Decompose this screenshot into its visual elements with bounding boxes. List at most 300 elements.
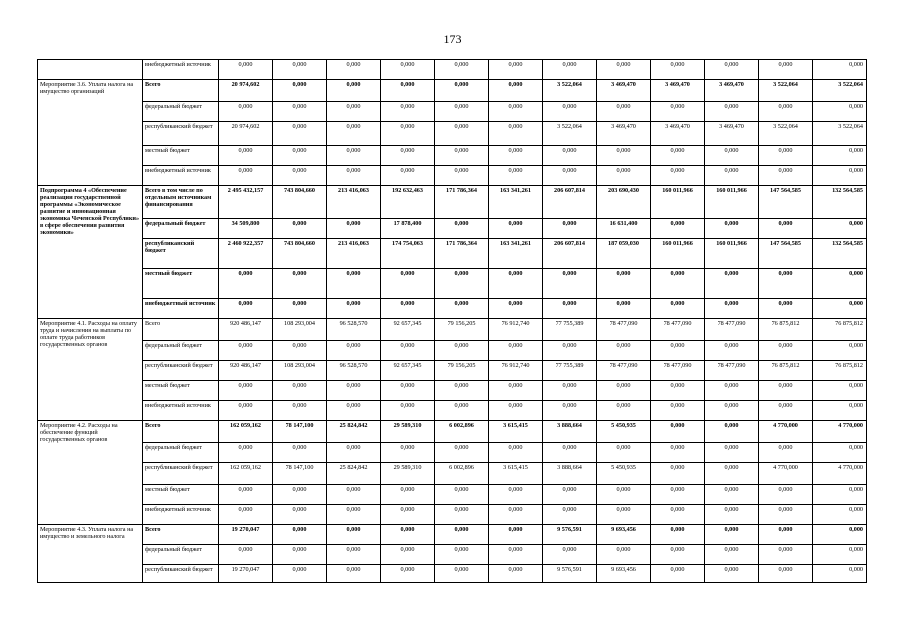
year-amount-cell: 29 589,310 xyxy=(381,421,435,443)
year-amount-cell: 96 528,570 xyxy=(327,361,381,381)
year-amount-cell: 0,000 xyxy=(705,505,759,525)
year-amount-cell: 0,000 xyxy=(705,401,759,421)
year-amount-cell: 0,000 xyxy=(327,269,381,299)
year-amount-cell: 0,000 xyxy=(651,219,705,239)
year-amount-cell: 0,000 xyxy=(759,443,813,463)
table-row xyxy=(38,401,867,421)
year-amount-cell: 0,000 xyxy=(435,122,489,146)
year-amount-cell: 0,000 xyxy=(705,166,759,186)
year-amount-cell: 0,000 xyxy=(381,102,435,122)
table-row xyxy=(38,239,867,269)
year-amount-cell: 0,000 xyxy=(327,60,381,80)
total-amount-cell: 0,000 xyxy=(219,299,273,319)
year-amount-cell: 0,000 xyxy=(597,269,651,299)
year-amount-cell: 743 804,660 xyxy=(273,186,327,219)
total-amount-cell: 0,000 xyxy=(219,269,273,299)
year-amount-cell: 0,000 xyxy=(813,401,867,421)
year-amount-cell: 0,000 xyxy=(651,381,705,401)
year-amount-cell: 0,000 xyxy=(543,505,597,525)
year-amount-cell: 171 786,364 xyxy=(435,239,489,269)
table-row xyxy=(38,60,867,80)
year-amount-cell: 0,000 xyxy=(759,565,813,583)
year-amount-cell: 0,000 xyxy=(327,545,381,565)
year-amount-cell: 0,000 xyxy=(651,545,705,565)
year-amount-cell: 92 657,345 xyxy=(381,361,435,381)
year-amount-cell: 0,000 xyxy=(327,381,381,401)
funding-source-cell: внебюджетный источник xyxy=(143,60,219,80)
year-amount-cell: 3 522,064 xyxy=(543,122,597,146)
year-amount-cell: 0,000 xyxy=(435,401,489,421)
year-amount-cell: 0,000 xyxy=(597,485,651,505)
year-amount-cell: 0,000 xyxy=(597,146,651,166)
year-amount-cell: 0,000 xyxy=(489,505,543,525)
year-amount-cell: 0,000 xyxy=(705,219,759,239)
year-amount-cell: 0,000 xyxy=(381,299,435,319)
year-amount-cell: 0,000 xyxy=(705,269,759,299)
funding-source-cell: местный бюджет xyxy=(143,146,219,166)
year-amount-cell: 163 341,261 xyxy=(489,239,543,269)
year-amount-cell: 0,000 xyxy=(489,525,543,545)
year-amount-cell: 0,000 xyxy=(543,485,597,505)
year-amount-cell: 3 615,415 xyxy=(489,421,543,443)
year-amount-cell: 0,000 xyxy=(489,545,543,565)
year-amount-cell: 78 477,090 xyxy=(651,319,705,341)
year-amount-cell: 0,000 xyxy=(273,60,327,80)
year-amount-cell: 0,000 xyxy=(759,401,813,421)
year-amount-cell: 0,000 xyxy=(813,299,867,319)
year-amount-cell: 3 522,064 xyxy=(759,80,813,102)
year-amount-cell: 0,000 xyxy=(435,269,489,299)
year-amount-cell: 0,000 xyxy=(813,341,867,361)
year-amount-cell: 171 786,364 xyxy=(435,186,489,219)
year-amount-cell: 0,000 xyxy=(489,299,543,319)
year-amount-cell: 0,000 xyxy=(435,146,489,166)
year-amount-cell: 3 522,064 xyxy=(813,122,867,146)
year-amount-cell: 0,000 xyxy=(381,381,435,401)
year-amount-cell: 78 477,090 xyxy=(705,319,759,341)
year-amount-cell: 0,000 xyxy=(597,401,651,421)
year-amount-cell: 0,000 xyxy=(489,565,543,583)
year-amount-cell: 0,000 xyxy=(327,166,381,186)
year-amount-cell: 132 564,585 xyxy=(813,186,867,219)
year-amount-cell: 76 875,812 xyxy=(813,361,867,381)
year-amount-cell: 0,000 xyxy=(381,122,435,146)
year-amount-cell: 192 632,463 xyxy=(381,186,435,219)
year-amount-cell: 147 564,585 xyxy=(759,239,813,269)
year-amount-cell: 4 770,000 xyxy=(813,463,867,485)
year-amount-cell: 0,000 xyxy=(759,545,813,565)
year-amount-cell: 0,000 xyxy=(489,381,543,401)
year-amount-cell: 0,000 xyxy=(435,341,489,361)
year-amount-cell: 0,000 xyxy=(597,102,651,122)
year-amount-cell: 0,000 xyxy=(705,60,759,80)
total-amount-cell: 2 495 432,157 xyxy=(219,186,273,219)
total-amount-cell: 34 509,800 xyxy=(219,219,273,239)
funding-source-cell: внебюджетный источник xyxy=(143,166,219,186)
year-amount-cell: 0,000 xyxy=(813,269,867,299)
funding-source-cell: Всего xyxy=(143,421,219,443)
funding-source-cell: федеральный бюджет xyxy=(143,341,219,361)
year-amount-cell: 78 477,090 xyxy=(597,361,651,381)
year-amount-cell: 0,000 xyxy=(597,443,651,463)
year-amount-cell: 0,000 xyxy=(489,341,543,361)
total-amount-cell: 0,000 xyxy=(219,102,273,122)
year-amount-cell: 0,000 xyxy=(327,122,381,146)
year-amount-cell: 0,000 xyxy=(705,341,759,361)
year-amount-cell: 206 607,814 xyxy=(543,186,597,219)
year-amount-cell: 0,000 xyxy=(543,299,597,319)
year-amount-cell: 3 522,064 xyxy=(813,80,867,102)
year-amount-cell: 0,000 xyxy=(327,80,381,102)
year-amount-cell: 0,000 xyxy=(381,80,435,102)
year-amount-cell: 0,000 xyxy=(273,146,327,166)
year-amount-cell: 0,000 xyxy=(651,102,705,122)
year-amount-cell: 0,000 xyxy=(489,401,543,421)
table-row xyxy=(38,122,867,146)
budget-table xyxy=(37,59,867,583)
year-amount-cell: 0,000 xyxy=(435,299,489,319)
year-amount-cell: 0,000 xyxy=(651,299,705,319)
year-amount-cell: 213 416,063 xyxy=(327,239,381,269)
total-amount-cell: 162 059,162 xyxy=(219,463,273,485)
total-amount-cell: 2 460 922,357 xyxy=(219,239,273,269)
year-amount-cell: 78 477,090 xyxy=(705,361,759,381)
year-amount-cell: 0,000 xyxy=(381,269,435,299)
year-amount-cell: 76 912,740 xyxy=(489,361,543,381)
total-amount-cell: 162 059,162 xyxy=(219,421,273,443)
funding-source-cell: местный бюджет xyxy=(143,485,219,505)
funding-source-cell: Всего xyxy=(143,80,219,102)
funding-source-cell: федеральный бюджет xyxy=(143,219,219,239)
table-row xyxy=(38,80,867,102)
year-amount-cell: 0,000 xyxy=(651,565,705,583)
year-amount-cell: 0,000 xyxy=(273,219,327,239)
year-amount-cell: 3 522,064 xyxy=(759,122,813,146)
year-amount-cell: 0,000 xyxy=(327,299,381,319)
year-amount-cell: 9 693,456 xyxy=(597,565,651,583)
total-amount-cell: 19 270,047 xyxy=(219,525,273,545)
year-amount-cell: 0,000 xyxy=(489,219,543,239)
funding-source-cell: внебюджетный источник xyxy=(143,401,219,421)
total-amount-cell: 920 486,147 xyxy=(219,361,273,381)
year-amount-cell: 76 875,812 xyxy=(759,361,813,381)
year-amount-cell: 0,000 xyxy=(381,60,435,80)
table-row xyxy=(38,299,867,319)
year-amount-cell: 0,000 xyxy=(489,166,543,186)
table-row xyxy=(38,525,867,545)
year-amount-cell: 0,000 xyxy=(489,146,543,166)
year-amount-cell: 3 469,470 xyxy=(651,80,705,102)
year-amount-cell: 0,000 xyxy=(651,146,705,166)
total-amount-cell: 0,000 xyxy=(219,443,273,463)
year-amount-cell: 0,000 xyxy=(705,421,759,443)
year-amount-cell: 0,000 xyxy=(327,485,381,505)
year-amount-cell: 0,000 xyxy=(705,381,759,401)
year-amount-cell: 0,000 xyxy=(327,505,381,525)
year-amount-cell: 0,000 xyxy=(435,219,489,239)
year-amount-cell: 0,000 xyxy=(435,443,489,463)
year-amount-cell: 6 002,896 xyxy=(435,421,489,443)
funding-source-cell: федеральный бюджет xyxy=(143,443,219,463)
year-amount-cell: 76 875,812 xyxy=(759,319,813,341)
year-amount-cell: 0,000 xyxy=(813,505,867,525)
year-amount-cell: 29 589,310 xyxy=(381,463,435,485)
year-amount-cell: 0,000 xyxy=(813,219,867,239)
year-amount-cell: 0,000 xyxy=(759,341,813,361)
year-amount-cell: 0,000 xyxy=(435,545,489,565)
table-row xyxy=(38,361,867,381)
year-amount-cell: 0,000 xyxy=(759,60,813,80)
year-amount-cell: 0,000 xyxy=(435,485,489,505)
year-amount-cell: 77 755,389 xyxy=(543,361,597,381)
table-row xyxy=(38,565,867,583)
funding-source-cell: республиканский бюджет xyxy=(143,361,219,381)
program-name-cell: Мероприятие 4.3. Уплата налога на имущество и земельного налога xyxy=(38,525,143,583)
table-row xyxy=(38,421,867,443)
funding-source-cell: республиканский бюджет xyxy=(143,565,219,583)
table-row xyxy=(38,463,867,485)
table-row xyxy=(38,505,867,525)
year-amount-cell: 0,000 xyxy=(327,401,381,421)
year-amount-cell: 0,000 xyxy=(489,485,543,505)
year-amount-cell: 0,000 xyxy=(651,60,705,80)
year-amount-cell: 92 657,345 xyxy=(381,319,435,341)
year-amount-cell: 0,000 xyxy=(759,299,813,319)
year-amount-cell: 0,000 xyxy=(651,401,705,421)
year-amount-cell: 0,000 xyxy=(435,525,489,545)
table-row xyxy=(38,319,867,341)
year-amount-cell: 0,000 xyxy=(435,505,489,525)
year-amount-cell: 0,000 xyxy=(273,545,327,565)
funding-source-cell: Всего в том числе по отдельным источникам финансирования xyxy=(143,186,219,219)
funding-source-cell: внебюджетный источник xyxy=(143,299,219,319)
year-amount-cell: 79 156,205 xyxy=(435,361,489,381)
year-amount-cell: 0,000 xyxy=(543,269,597,299)
year-amount-cell: 96 528,570 xyxy=(327,319,381,341)
year-amount-cell: 206 607,814 xyxy=(543,239,597,269)
year-amount-cell: 3 469,470 xyxy=(597,122,651,146)
year-amount-cell: 0,000 xyxy=(489,122,543,146)
year-amount-cell: 0,000 xyxy=(813,485,867,505)
year-amount-cell: 0,000 xyxy=(273,122,327,146)
year-amount-cell: 0,000 xyxy=(705,485,759,505)
total-amount-cell: 0,000 xyxy=(219,401,273,421)
table-row xyxy=(38,443,867,463)
year-amount-cell: 0,000 xyxy=(273,401,327,421)
year-amount-cell: 0,000 xyxy=(543,443,597,463)
funding-source-cell: республиканский бюджет xyxy=(143,122,219,146)
year-amount-cell: 78 147,100 xyxy=(273,463,327,485)
year-amount-cell: 0,000 xyxy=(597,505,651,525)
year-amount-cell: 0,000 xyxy=(597,60,651,80)
program-name-cell: Мероприятие 4.2. Расходы на обеспечение функций государственных органов xyxy=(38,421,143,525)
total-amount-cell: 0,000 xyxy=(219,166,273,186)
year-amount-cell: 0,000 xyxy=(543,341,597,361)
year-amount-cell: 0,000 xyxy=(651,443,705,463)
year-amount-cell: 25 824,842 xyxy=(327,421,381,443)
total-amount-cell: 0,000 xyxy=(219,485,273,505)
year-amount-cell: 0,000 xyxy=(813,565,867,583)
funding-source-cell: местный бюджет xyxy=(143,269,219,299)
year-amount-cell: 5 450,935 xyxy=(597,421,651,443)
page-number: 173 xyxy=(443,32,462,46)
year-amount-cell: 0,000 xyxy=(327,146,381,166)
year-amount-cell: 3 469,470 xyxy=(597,80,651,102)
year-amount-cell: 0,000 xyxy=(651,525,705,545)
year-amount-cell: 79 156,205 xyxy=(435,319,489,341)
year-amount-cell: 0,000 xyxy=(813,60,867,80)
year-amount-cell: 0,000 xyxy=(759,102,813,122)
year-amount-cell: 0,000 xyxy=(381,146,435,166)
year-amount-cell: 213 416,063 xyxy=(327,186,381,219)
year-amount-cell: 0,000 xyxy=(813,166,867,186)
table-row xyxy=(38,381,867,401)
year-amount-cell: 78 477,090 xyxy=(597,319,651,341)
year-amount-cell: 0,000 xyxy=(705,545,759,565)
year-amount-cell: 0,000 xyxy=(705,102,759,122)
program-name-cell: Подпрограмма 4 «Обеспечение реализации государственной программы «Экономическое развитие и инновационная экономика Чеченской Республики» в сфере обеспечения развития экономики» xyxy=(38,186,143,319)
year-amount-cell: 0,000 xyxy=(813,146,867,166)
year-amount-cell: 0,000 xyxy=(543,545,597,565)
year-amount-cell: 0,000 xyxy=(597,299,651,319)
year-amount-cell: 108 293,004 xyxy=(273,361,327,381)
year-amount-cell: 0,000 xyxy=(813,545,867,565)
year-amount-cell: 78 147,100 xyxy=(273,421,327,443)
year-amount-cell: 0,000 xyxy=(759,219,813,239)
year-amount-cell: 0,000 xyxy=(705,525,759,545)
year-amount-cell: 0,000 xyxy=(435,166,489,186)
year-amount-cell: 0,000 xyxy=(651,485,705,505)
year-amount-cell: 0,000 xyxy=(759,505,813,525)
funding-source-cell: федеральный бюджет xyxy=(143,102,219,122)
year-amount-cell: 0,000 xyxy=(489,269,543,299)
year-amount-cell: 0,000 xyxy=(543,219,597,239)
year-amount-cell: 4 770,000 xyxy=(813,421,867,443)
funding-source-cell: местный бюджет xyxy=(143,381,219,401)
year-amount-cell: 0,000 xyxy=(705,146,759,166)
table-row xyxy=(38,102,867,122)
year-amount-cell: 0,000 xyxy=(597,381,651,401)
total-amount-cell: 20 974,602 xyxy=(219,80,273,102)
table-row xyxy=(38,146,867,166)
year-amount-cell: 174 754,063 xyxy=(381,239,435,269)
year-amount-cell: 0,000 xyxy=(381,565,435,583)
total-amount-cell: 920 486,147 xyxy=(219,319,273,341)
year-amount-cell: 0,000 xyxy=(381,525,435,545)
year-amount-cell: 0,000 xyxy=(273,485,327,505)
year-amount-cell: 0,000 xyxy=(543,102,597,122)
year-amount-cell: 0,000 xyxy=(759,381,813,401)
year-amount-cell: 0,000 xyxy=(597,545,651,565)
year-amount-cell: 0,000 xyxy=(597,341,651,361)
table-row xyxy=(38,341,867,361)
funding-source-cell: Всего xyxy=(143,525,219,545)
year-amount-cell: 0,000 xyxy=(381,341,435,361)
year-amount-cell: 78 477,090 xyxy=(651,361,705,381)
year-amount-cell: 0,000 xyxy=(381,401,435,421)
year-amount-cell: 0,000 xyxy=(273,443,327,463)
year-amount-cell: 3 888,664 xyxy=(543,421,597,443)
year-amount-cell: 0,000 xyxy=(489,80,543,102)
year-amount-cell: 0,000 xyxy=(327,525,381,545)
year-amount-cell: 0,000 xyxy=(327,219,381,239)
year-amount-cell: 0,000 xyxy=(327,341,381,361)
table-row xyxy=(38,545,867,565)
year-amount-cell: 160 011,966 xyxy=(651,186,705,219)
year-amount-cell: 0,000 xyxy=(543,60,597,80)
year-amount-cell: 0,000 xyxy=(327,102,381,122)
year-amount-cell: 0,000 xyxy=(435,60,489,80)
year-amount-cell: 0,000 xyxy=(273,565,327,583)
year-amount-cell: 3 888,664 xyxy=(543,463,597,485)
year-amount-cell: 0,000 xyxy=(273,299,327,319)
funding-source-cell: Всего xyxy=(143,319,219,341)
year-amount-cell: 0,000 xyxy=(327,565,381,583)
year-amount-cell: 163 341,261 xyxy=(489,186,543,219)
year-amount-cell: 76 875,812 xyxy=(813,319,867,341)
table-row xyxy=(38,186,867,219)
year-amount-cell: 0,000 xyxy=(651,505,705,525)
year-amount-cell: 0,000 xyxy=(435,102,489,122)
year-amount-cell: 0,000 xyxy=(435,565,489,583)
year-amount-cell: 3 469,470 xyxy=(651,122,705,146)
funding-source-cell: федеральный бюджет xyxy=(143,545,219,565)
year-amount-cell: 4 770,000 xyxy=(759,463,813,485)
year-amount-cell: 0,000 xyxy=(759,525,813,545)
total-amount-cell: 0,000 xyxy=(219,545,273,565)
year-amount-cell: 0,000 xyxy=(273,102,327,122)
total-amount-cell: 0,000 xyxy=(219,60,273,80)
year-amount-cell: 0,000 xyxy=(543,401,597,421)
program-name-cell xyxy=(38,60,143,80)
year-amount-cell: 16 631,400 xyxy=(597,219,651,239)
year-amount-cell: 0,000 xyxy=(273,269,327,299)
total-amount-cell: 0,000 xyxy=(219,146,273,166)
year-amount-cell: 3 469,470 xyxy=(705,80,759,102)
year-amount-cell: 0,000 xyxy=(651,269,705,299)
year-amount-cell: 0,000 xyxy=(381,166,435,186)
year-amount-cell: 0,000 xyxy=(489,102,543,122)
year-amount-cell: 0,000 xyxy=(381,505,435,525)
program-name-cell: Мероприятие 3.6. Уплата налога на имущество организаций xyxy=(38,80,143,186)
table-row xyxy=(38,485,867,505)
year-amount-cell: 0,000 xyxy=(759,146,813,166)
table-row xyxy=(38,166,867,186)
year-amount-cell: 0,000 xyxy=(327,443,381,463)
table-row xyxy=(38,269,867,299)
year-amount-cell: 0,000 xyxy=(813,381,867,401)
total-amount-cell: 0,000 xyxy=(219,505,273,525)
year-amount-cell: 0,000 xyxy=(705,463,759,485)
year-amount-cell: 743 804,660 xyxy=(273,239,327,269)
year-amount-cell: 160 011,966 xyxy=(651,239,705,269)
year-amount-cell: 187 059,030 xyxy=(597,239,651,269)
year-amount-cell: 0,000 xyxy=(597,166,651,186)
year-amount-cell: 0,000 xyxy=(273,80,327,102)
year-amount-cell: 108 293,004 xyxy=(273,319,327,341)
total-amount-cell: 20 974,602 xyxy=(219,122,273,146)
year-amount-cell: 0,000 xyxy=(273,381,327,401)
year-amount-cell: 17 878,400 xyxy=(381,219,435,239)
year-amount-cell: 132 564,585 xyxy=(813,239,867,269)
total-amount-cell: 19 270,047 xyxy=(219,565,273,583)
year-amount-cell: 9 693,456 xyxy=(597,525,651,545)
year-amount-cell: 0,000 xyxy=(705,299,759,319)
year-amount-cell: 0,000 xyxy=(813,525,867,545)
year-amount-cell: 0,000 xyxy=(381,545,435,565)
year-amount-cell: 5 450,935 xyxy=(597,463,651,485)
year-amount-cell: 0,000 xyxy=(273,341,327,361)
